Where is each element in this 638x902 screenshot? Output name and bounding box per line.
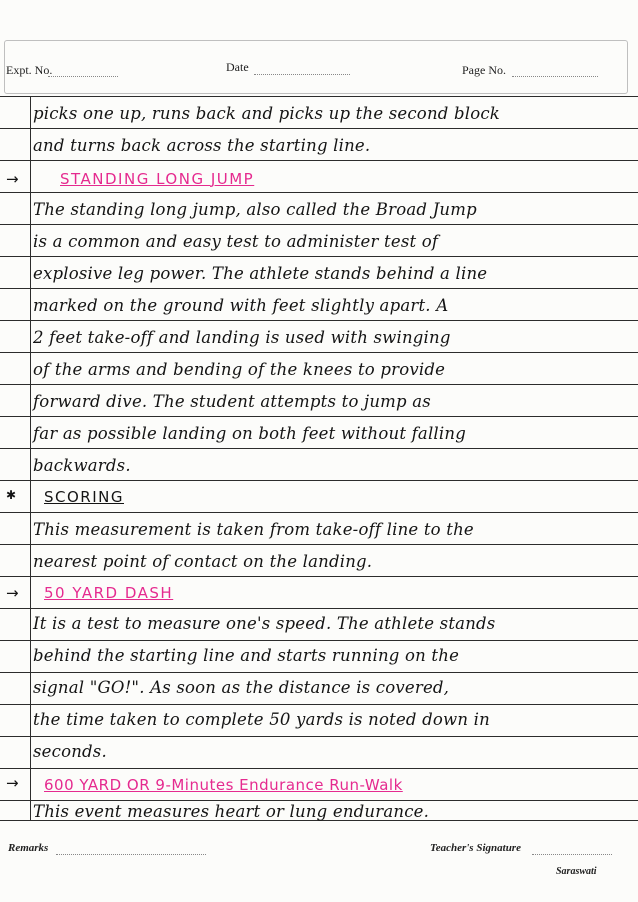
- rule-line: [0, 416, 638, 417]
- rule-line: [0, 192, 638, 193]
- remarks-field: [56, 854, 206, 855]
- rule-line: [0, 160, 638, 161]
- header-box: [4, 40, 628, 94]
- text-line-2: and turns back across the starting line.: [33, 136, 371, 155]
- rule-line: [0, 768, 638, 769]
- signature-field: [532, 854, 612, 855]
- rule-line: [0, 512, 638, 513]
- rule-line: [0, 544, 638, 545]
- rule-line: [0, 128, 638, 129]
- date-field: [254, 74, 350, 75]
- rule-line: [0, 224, 638, 225]
- text-line-11: far as possible landing on both feet without falling: [33, 424, 466, 443]
- date-label: Date: [226, 60, 249, 74]
- rule-line: [0, 800, 638, 801]
- expt-no-field: [48, 76, 118, 77]
- rule-line: [0, 704, 638, 705]
- rule-line: [0, 736, 638, 737]
- teacher-signature-label: Teacher's Signature: [430, 842, 521, 854]
- rule-line: [0, 576, 638, 577]
- page-no-field: [512, 76, 598, 77]
- text-line-19: signal "GO!". As soon as the distance is covered,: [33, 678, 450, 697]
- rule-line: [0, 288, 638, 289]
- text-line-9: of the arms and bending of the knees to provide: [33, 360, 446, 379]
- rule-line: [0, 640, 638, 641]
- text-line-5: is a common and easy test to administer test of: [33, 232, 439, 251]
- rule-line: [0, 256, 638, 257]
- heading-standing-long-jump: STANDING LONG JUMP: [60, 170, 255, 188]
- rule-line: [0, 608, 638, 609]
- text-line-10: forward dive. The student attempts to jump as: [33, 392, 431, 411]
- text-line-6: explosive leg power. The athlete stands behind a line: [33, 264, 488, 283]
- heading-scoring: SCORING: [44, 488, 124, 506]
- rule-line: [0, 352, 638, 353]
- text-line-17: It is a test to measure one's speed. The athlete stands: [33, 614, 496, 633]
- arrow-icon: →: [6, 170, 19, 188]
- text-line-15: nearest point of contact on the landing.: [33, 552, 373, 571]
- text-line-4: The standing long jump, also called the Broad Jump: [33, 200, 477, 219]
- rule-line: [0, 480, 638, 481]
- brand-logo: Saraswati: [556, 866, 597, 877]
- arrow-icon: →: [6, 584, 19, 602]
- text-line-1: picks one up, runs back and picks up the second block: [33, 104, 500, 123]
- arrow-icon: →: [6, 774, 19, 792]
- expt-no-label: Expt. No.: [6, 63, 53, 77]
- heading-600-yard-run-walk: 600 YARD OR 9-Minutes Endurance Run-Walk: [44, 776, 403, 794]
- text-line-21: seconds.: [33, 742, 107, 761]
- rule-line: [0, 672, 638, 673]
- text-line-14: This measurement is taken from take-off line to the: [33, 520, 474, 539]
- text-line-7: marked on the ground with feet slightly apart. A: [33, 296, 449, 315]
- star-icon: ✱: [6, 488, 17, 502]
- rule-line: [0, 448, 638, 449]
- text-line-8: 2 feet take-off and landing is used with swinging: [33, 328, 451, 347]
- text-line-20: the time taken to complete 50 yards is noted down in: [33, 710, 490, 729]
- rule-line: [0, 96, 638, 97]
- margin-line: [30, 96, 31, 821]
- text-line-12: backwards.: [33, 456, 131, 475]
- page-no-label: Page No.: [462, 63, 506, 77]
- text-line-23: This event measures heart or lung endurance.: [33, 802, 430, 821]
- heading-50-yard-dash: 50 YARD DASH: [44, 584, 174, 602]
- remarks-label: Remarks: [8, 842, 49, 854]
- rule-line: [0, 384, 638, 385]
- text-line-18: behind the starting line and starts running on the: [33, 646, 460, 665]
- rule-line: [0, 320, 638, 321]
